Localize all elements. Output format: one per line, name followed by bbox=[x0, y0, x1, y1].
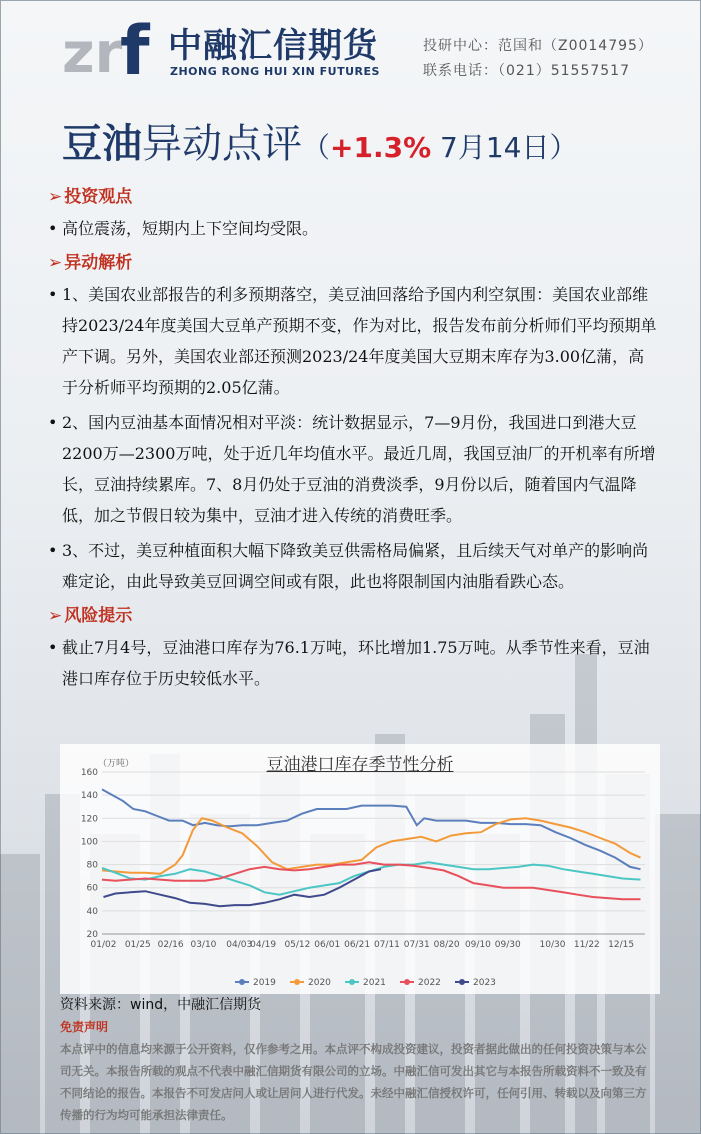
x-tick-label: 01/02 bbox=[90, 940, 117, 950]
arrow-icon: ➢ bbox=[48, 606, 63, 626]
svg-text:zr: zr bbox=[62, 21, 123, 80]
disclaimer-title: 免责声明 bbox=[60, 1020, 109, 1034]
x-tick-label: 04/19 bbox=[250, 940, 277, 950]
inventory-chart bbox=[60, 744, 660, 994]
x-tick-label: 08/20 bbox=[433, 940, 460, 950]
legend-marker-2020 bbox=[294, 979, 300, 985]
y-tick-label: 40 bbox=[86, 906, 98, 917]
legend-marker-2022 bbox=[404, 979, 410, 985]
x-tick-label: 11/22 bbox=[573, 940, 600, 950]
title-paren: （ bbox=[302, 131, 331, 164]
x-tick-label: 06/01 bbox=[314, 940, 341, 950]
contact-analyst: 投研中心：范国和（Z0014795） bbox=[423, 38, 653, 54]
contact-phone: 联系电话：（021）51557517 bbox=[423, 63, 630, 79]
title-change: +1.3% bbox=[330, 131, 432, 164]
y-tick-label: 100 bbox=[80, 837, 98, 848]
x-tick-label: 07/31 bbox=[403, 940, 430, 950]
page-title bbox=[62, 112, 578, 169]
x-tick-label: 06/21 bbox=[344, 940, 371, 950]
x-tick-label: 05/12 bbox=[284, 940, 311, 950]
x-tick-label: 07/11 bbox=[373, 940, 400, 950]
bullet-risk: • 截止7月4号，豆油港口库存为76.1万吨，环比增加1.75万吨。从季节性来看，豆油港口库存位于历史较低水平。 bbox=[48, 632, 658, 694]
header bbox=[0, 0, 701, 100]
chart-svg bbox=[60, 744, 660, 994]
arrow-icon: ➢ bbox=[48, 253, 63, 273]
report-content bbox=[48, 180, 658, 698]
title-main: 豆油 bbox=[62, 121, 142, 167]
y-tick-label: 60 bbox=[86, 883, 98, 894]
y-tick-label: 80 bbox=[86, 860, 98, 871]
legend-marker-2021 bbox=[349, 979, 355, 985]
legend-label-2022: 2022 bbox=[418, 978, 441, 988]
svg-text:f: f bbox=[120, 12, 150, 80]
company-name-cn: 中融汇信期货 bbox=[168, 26, 378, 66]
legend-label-2023: 2023 bbox=[473, 978, 496, 988]
y-tick-label: 120 bbox=[80, 814, 98, 825]
x-tick-label: 01/25 bbox=[124, 940, 151, 950]
x-tick-label: 10/30 bbox=[539, 940, 566, 950]
y-tick-label: 140 bbox=[80, 791, 98, 802]
x-tick-label: 02/16 bbox=[157, 940, 184, 950]
x-tick-label: 03/10 bbox=[190, 940, 217, 950]
x-tick-label: 12/15 bbox=[608, 940, 635, 950]
legend-marker-2023 bbox=[459, 979, 465, 985]
series-line-2019 bbox=[102, 789, 641, 869]
y-unit-label: （万吨） bbox=[98, 759, 135, 769]
legend-label-2021: 2021 bbox=[363, 978, 386, 988]
title-date: 7月14日） bbox=[431, 131, 578, 164]
disclaimer-text: 本点评中的信息均来源于公开资料，仅作参考之用。本点评不构成投资建议，投资者据此做出的任何投资决策与本公司无关。本报告所载的观点不代表中融汇信期货有限公司的立场。中融汇信可发出其它与本报告所载资料不一致及有不同结论的报告。本报告不可发店问人或让居问人进行代发。未经中融汇信授权许可，任何引用、转载以及向第三方传播的行为均可能承担法律责任。 bbox=[60, 1042, 647, 1122]
y-tick-label: 160 bbox=[80, 768, 98, 778]
legend-marker-2019 bbox=[239, 979, 245, 985]
y-tick-label: 20 bbox=[86, 930, 98, 940]
company-name-en: ZHONG RONG HUI XIN FUTURES bbox=[170, 65, 380, 78]
chart-title: 豆油港口库存季节性分析 bbox=[266, 755, 454, 775]
section-heading-risk: ➢ 风险提示 bbox=[48, 606, 133, 626]
section-heading-analysis: ➢ 异动解析 bbox=[48, 253, 133, 273]
legend-label-2019: 2019 bbox=[253, 978, 276, 988]
x-tick-label: 09/30 bbox=[494, 940, 521, 950]
data-source: 资料来源：wind，中融汇信期货 bbox=[60, 997, 262, 1013]
section-heading-view: ➢ 投资观点 bbox=[48, 187, 133, 207]
bullet-analysis-3: • 3、不过，美豆种植面积大幅下降致美豆供需格局偏紧，且后续天气对单产的影响尚难定论，由此导致美豆回调空间或有限，此也将限制国内油脂看跌心态。 bbox=[48, 535, 658, 597]
legend-label-2020: 2020 bbox=[308, 978, 331, 988]
series-line-2021 bbox=[102, 862, 641, 894]
x-tick-label: 04/03 bbox=[226, 940, 253, 950]
title-sub: 异动点评 bbox=[142, 121, 302, 167]
bullet-analysis-2: • 2、国内豆油基本面情况相对平淡：统计数据显示，7—9月份，我国进口到港大豆2200万—2300万吨，处于近几年均值水平。最近几周，我国豆油厂的开机率有所增长，豆油持续累库。7、8月仍处于豆油的消费淡季，9月份以后，随着国内气温降低，加之节假日较为集中，豆油才进入传统的消费旺季。 bbox=[48, 407, 658, 531]
x-tick-label: 09/10 bbox=[464, 940, 491, 950]
series-line-2020 bbox=[102, 818, 641, 874]
bullet-analysis-1: • 1、美国农业部报告的利多预期落空，美豆油回落给予国内利空氛围：美国农业部维持2023/24年度美国大豆单产预期不变，作为对比，报告发布前分析师们平均预期单产下调。另外，美国农业部还预测2023/24年度美国大豆期末库存为3.00亿蒲，高于分析师平均预期的2.05亿蒲。 bbox=[48, 279, 658, 403]
company-logo-icon bbox=[62, 10, 162, 80]
arrow-icon: ➢ bbox=[48, 187, 63, 207]
bullet-view: • 高位震荡，短期内上下空间均受限。 bbox=[48, 213, 658, 244]
